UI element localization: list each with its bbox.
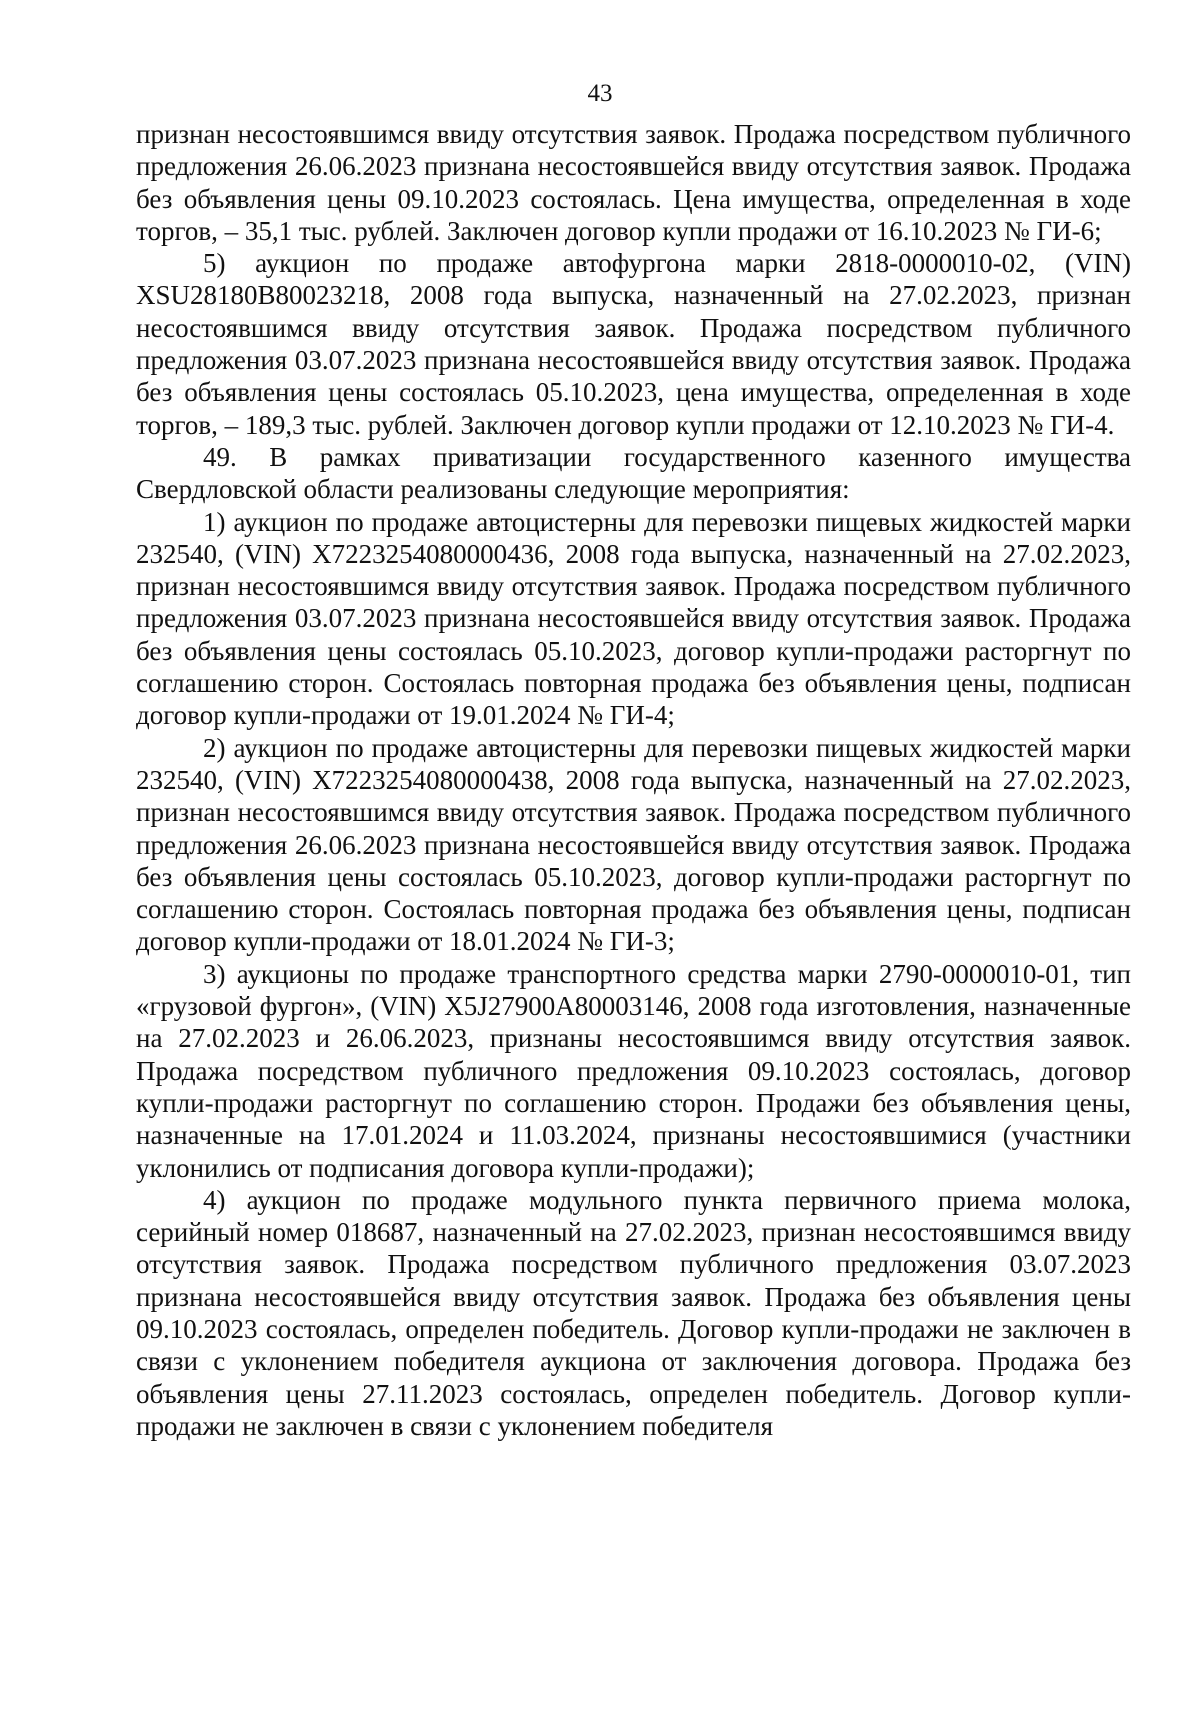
paragraph-item-5: 5) аукцион по продаже автофургона марки 2818-0000010-02, (VIN) XSU28180B80023218, 2008 года выпуска, назначенный на 27.02.2023, признан несостоявшимся ввиду отсутствия заявок. Продажа посредством публичного предложения 03.07.2023 признана несостоявшейся ввиду отсутствия заявок. Продажа без объявления цены состоялась 05.10.2023, цена имущества, определенная в ходе торгов, – 189,3 тыс. рублей. Заключен договор купли продажи от 12.10.2023 № ГИ-4. <box>136 248 1131 440</box>
document-body <box>136 118 1131 1442</box>
paragraph-item-3: 3) аукционы по продаже транспортного средства марки 2790-0000010-01, тип «грузовой фургон», (VIN) X5J27900A80003146, 2008 года изготовления, назначенные на 27.02.2023 и 26.06.2023, признаны несостоявшимся ввиду отсутствия заявок. Продажа посредством публичного предложения 09.10.2023 состоялась, договор купли-продажи расторгнут по соглашению сторон. Продажи без объявления цены, назначенные на 17.01.2024 и 11.03.2024, признаны несостоявшимися (участники уклонились от подписания договора купли-продажи); <box>136 958 1131 1183</box>
paragraph-section-49: 49. В рамках приватизации государственного казенного имущества Свердловской области реализованы следующие мероприятия: <box>136 441 1131 505</box>
paragraph-continuation: признан несостоявшимся ввиду отсутствия заявок. Продажа посредством публичного предложения 26.06.2023 признана несостоявшейся ввиду отсутствия заявок. Продажа без объявления цены 09.10.2023 состоялась. Цена имущества, определенная в ходе торгов, – 35,1 тыс. рублей. Заключен договор купли продажи от 16.10.2023 № ГИ-6; <box>136 119 1131 246</box>
paragraph-item-2: 2) аукцион по продаже автоцистерны для перевозки пищевых жидкостей марки 232540, (VIN) X7223254080000438, 2008 года выпуска, назначенный на 27.02.2023, признан несостоявшимся ввиду отсутствия заявок. Продажа посредством публичного предложения 26.06.2023 признана несостоявшейся ввиду отсутствия заявок. Продажа без объявления цены состоялась 05.10.2023, договор купли-продажи расторгнут по соглашению сторон. Состоялась повторная продажа без объявления цены, подписан договор купли-продажи от 18.01.2024 № ГИ-3; <box>136 732 1131 957</box>
paragraph-item-4: 4) аукцион по продаже модульного пункта первичного приема молока, серийный номер 018687, назначенный на 27.02.2023, признан несостоявшимся ввиду отсутствия заявок. Продажа посредством публичного предложения 03.07.2023 признана несостоявшейся ввиду отсутствия заявок. Продажа без объявления цены 09.10.2023 состоялась, определен победитель. Договор купли-продажи не заключен в связи с уклонением победителя аукциона от заключения договора. Продажа без объявления цены 27.11.2023 состоялась, определен победитель. Договор купли-продажи не заключен в связи с уклонением победителя <box>136 1184 1131 1441</box>
paragraph-item-1: 1) аукцион по продаже автоцистерны для перевозки пищевых жидкостей марки 232540, (VIN) X7223254080000436, 2008 года выпуска, назначенный на 27.02.2023, признан несостоявшимся ввиду отсутствия заявок. Продажа посредством публичного предложения 03.07.2023 признана несостоявшейся ввиду отсутствия заявок. Продажа без объявления цены состоялась 05.10.2023, договор купли-продажи расторгнут по соглашению сторон. Состоялась повторная продажа без объявления цены, подписан договор купли-продажи от 19.01.2024 № ГИ-4; <box>136 506 1131 731</box>
page-number: 43 <box>587 80 613 107</box>
